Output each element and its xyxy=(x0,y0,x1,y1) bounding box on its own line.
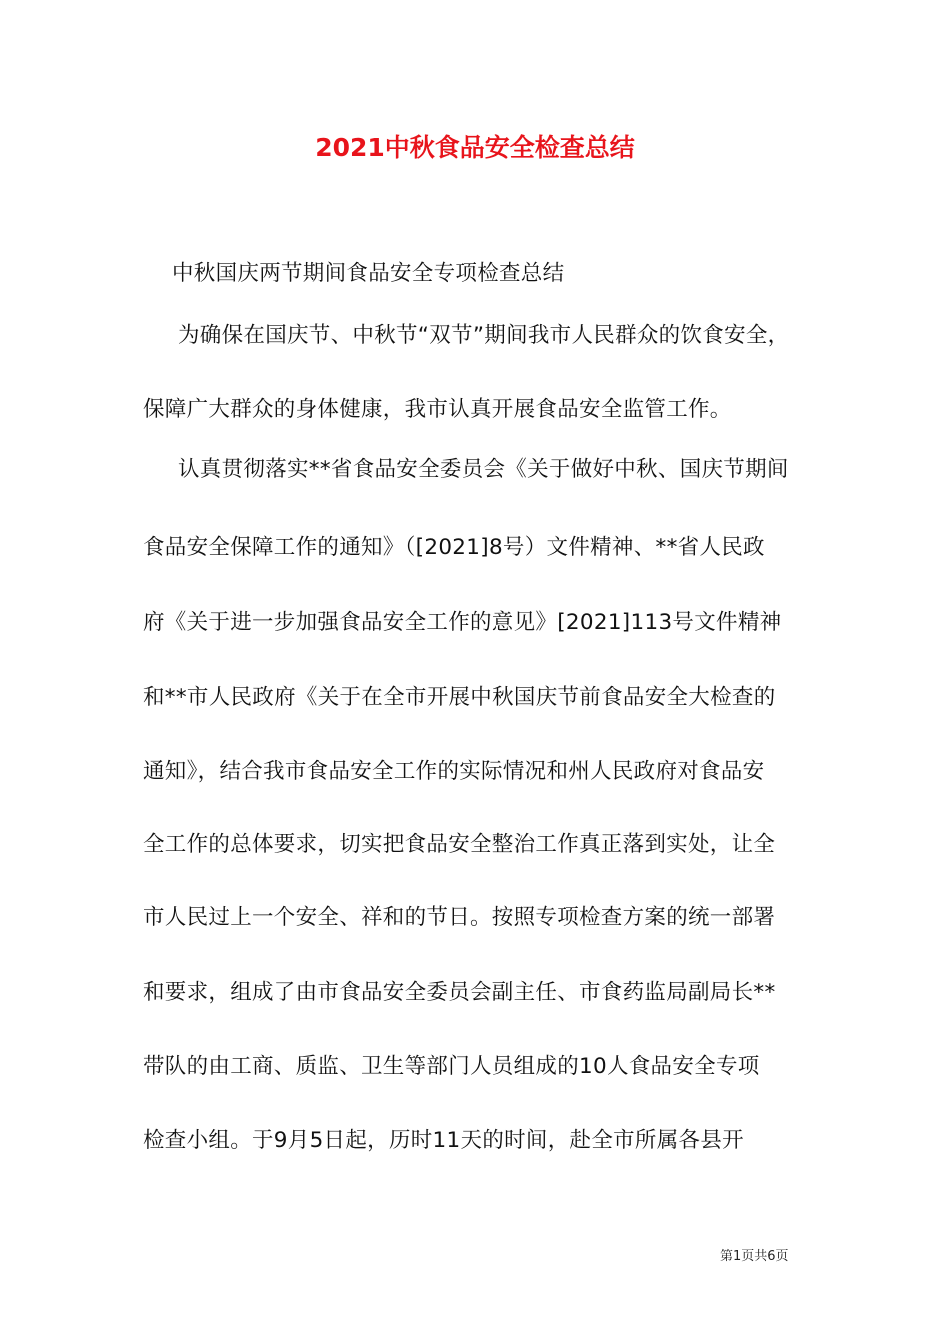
paragraph-line: 为确保在国庆节、中秋节“双节”期间我市人民群众的饮食安全， xyxy=(178,323,790,348)
paragraph-line: 和**市人民政府《关于在全市开展中秋国庆节前食品安全大检查的 xyxy=(143,685,776,710)
paragraph-line: 通知》，结合我市食品安全工作的实际情况和州人民政府对食品安 xyxy=(143,759,765,784)
paragraph-line: 带队的由工商、质监、卫生等部门人员组成的10人食品安全专项 xyxy=(143,1054,760,1079)
document-subtitle: 中秋国庆两节期间食品安全专项检查总结 xyxy=(172,261,565,286)
paragraph-line: 全工作的总体要求，切实把食品安全整治工作真正落到实处，让全 xyxy=(143,832,776,857)
paragraph-line: 市人民过上一个安全、祥和的节日。按照专项检查方案的统一部署 xyxy=(143,905,776,930)
paragraph-line: 和要求，组成了由市食品安全委员会副主任、市食药监局副局长** xyxy=(143,980,776,1005)
paragraph-line: 府《关于进一步加强食品安全工作的意见》[2021]113号文件精神 xyxy=(143,610,782,635)
paragraph-line: 保障广大群众的身体健康，我市认真开展食品安全监管工作。 xyxy=(143,397,732,422)
page-number: 第1页共6页 xyxy=(720,1249,789,1264)
paragraph-line: 检查小组。于9月5日起，历时11天的时间，赴全市所属各县开 xyxy=(143,1128,744,1153)
document-title: 2021中秋食品安全检查总结 xyxy=(315,133,635,162)
paragraph-line: 认真贯彻落实**省食品安全委员会《关于做好中秋、国庆节期间 xyxy=(178,457,789,482)
paragraph-line: 食品安全保障工作的通知》（[2021]8号）文件精神、**省人民政 xyxy=(143,535,765,560)
